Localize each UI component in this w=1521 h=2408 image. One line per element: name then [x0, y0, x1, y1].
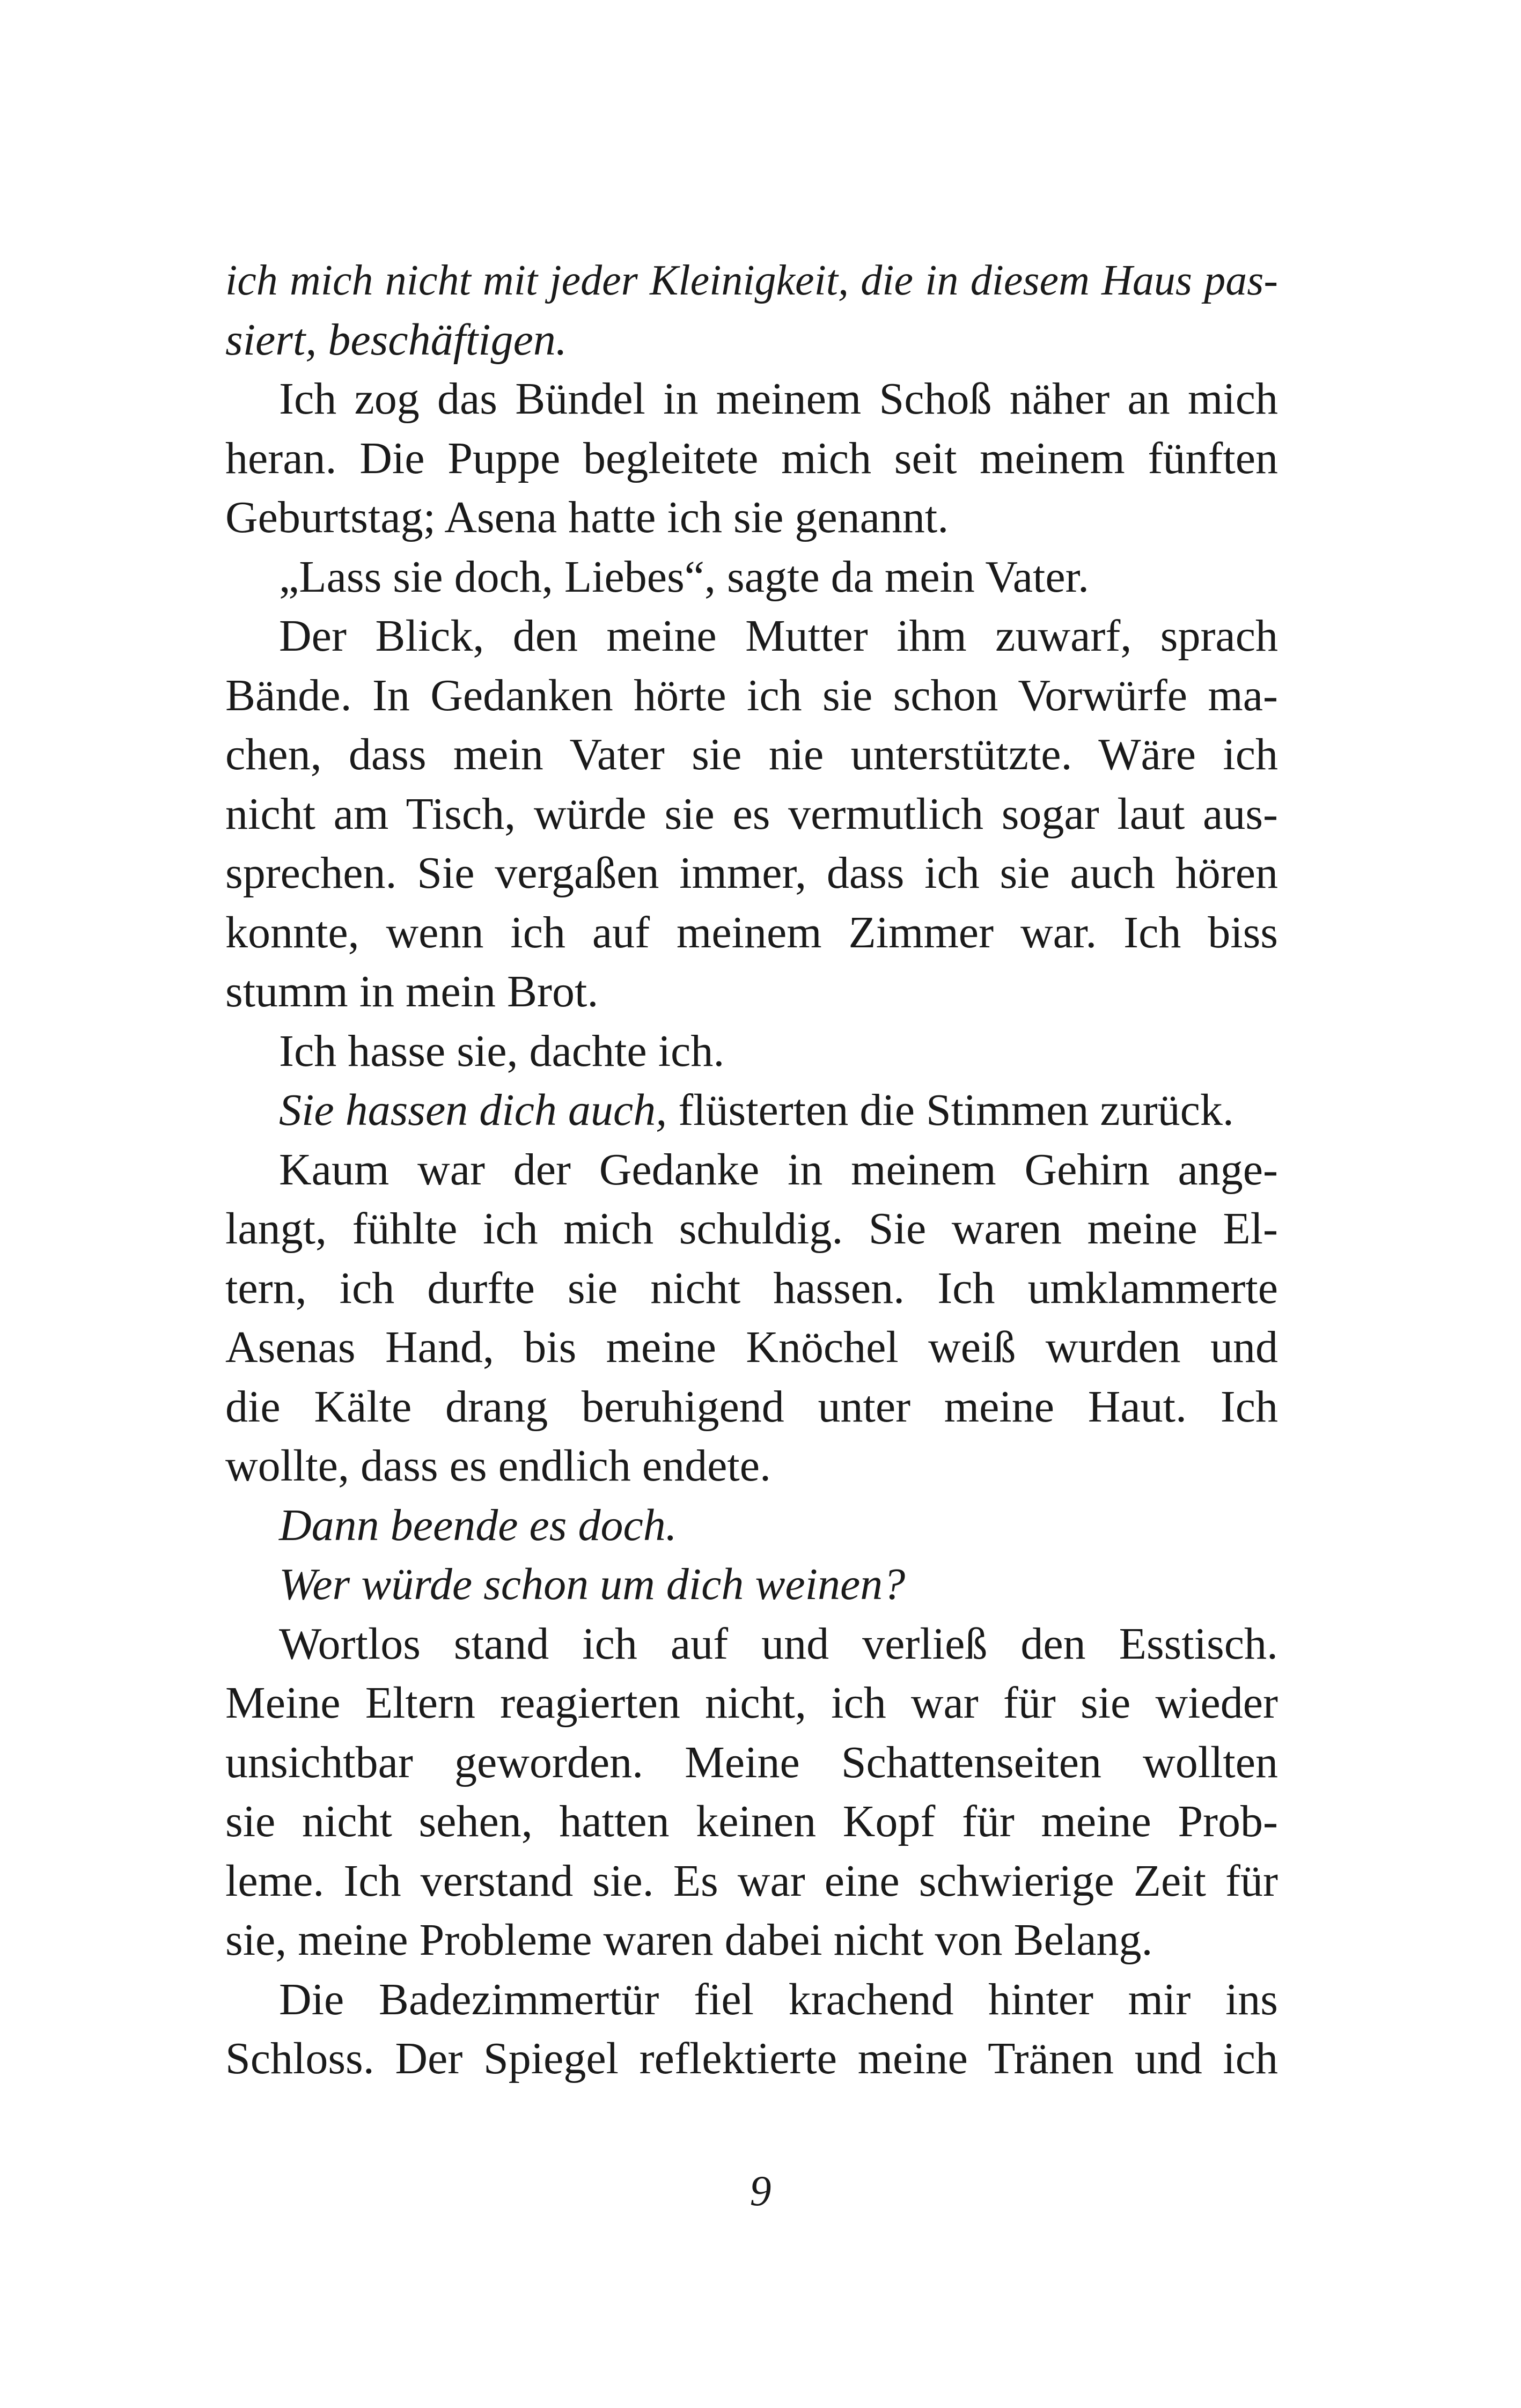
text-segment: Ich hasse sie, dachte ich.	[279, 1026, 725, 1076]
text-segment: heran. Die Puppe begleitete mich seit meinem fünften	[225, 433, 1278, 483]
text-line	[225, 251, 1278, 311]
text-line	[225, 1674, 1278, 1733]
italic-text-segment: Wer würde schon um dich weinen?	[279, 1559, 906, 1609]
text-segment: Asenas Hand, bis meine Knöchel weiß wurden und	[225, 1322, 1278, 1372]
text-segment: flüsterten die Stimmen zurück.	[667, 1085, 1234, 1135]
text-line	[225, 1852, 1278, 1911]
italic-text-segment: siert, beschäftigen.	[225, 314, 567, 365]
text-line	[225, 666, 1278, 726]
text-segment: „Lass sie doch, Liebes“, sagte da mein Vater.	[279, 551, 1089, 602]
text-line	[225, 903, 1278, 963]
italic-text-segment: Sie hassen dich auch,	[279, 1085, 667, 1135]
text-line	[225, 1022, 1278, 1081]
text-line	[225, 488, 1278, 548]
text-line	[225, 548, 1278, 607]
text-segment: chen, dass mein Vater sie nie unterstützte. Wäre ich	[225, 730, 1278, 779]
text-line	[225, 370, 1278, 429]
text-segment: Wortlos stand ich auf und verließ den Esstisch.	[279, 1618, 1278, 1669]
text-segment: Geburtstag; Asena hatte ich sie genannt.	[225, 492, 949, 542]
text-line	[225, 2029, 1278, 2089]
text-segment: leme. Ich verstand sie. Es war eine schwierige Zeit für	[225, 1855, 1278, 1906]
text-line	[225, 429, 1278, 489]
text-line	[225, 1615, 1278, 1674]
text-segment: unsichtbar geworden. Meine Schattenseiten wollten	[225, 1737, 1278, 1787]
text-line	[225, 1911, 1278, 1970]
text-segment: sie, meine Probleme waren dabei nicht von Belang.	[225, 1915, 1153, 1965]
text-line	[225, 725, 1278, 785]
text-segment: sie nicht sehen, hatten keinen Kopf für meine Prob-	[225, 1796, 1278, 1846]
text-line	[225, 1437, 1278, 1496]
text-line	[225, 1733, 1278, 1793]
text-line	[225, 607, 1278, 666]
text-segment: Die Badezimmertür fiel krachend hinter mir ins	[279, 1974, 1278, 2024]
text-line	[225, 844, 1278, 903]
italic-text-segment: ich mich nicht mit jeder Kleinigkeit, die in diesem Haus pas-	[225, 257, 1278, 304]
text-line	[225, 1199, 1278, 1259]
text-line	[225, 1555, 1278, 1615]
text-segment: wollte, dass es endlich endete.	[225, 1441, 771, 1491]
text-segment: Meine Eltern reagierten nicht, ich war für sie wieder	[225, 1678, 1278, 1728]
text-segment: konnte, wenn ich auf meinem Zimmer war. Ich biss	[225, 907, 1278, 958]
body-text	[225, 251, 1278, 2089]
text-segment: stumm in mein Brot.	[225, 967, 599, 1017]
text-segment: sprechen. Sie vergaßen immer, dass ich sie auch hören	[225, 848, 1278, 898]
text-segment: Ich zog das Bündel in meinem Schoß näher an mich	[279, 374, 1278, 424]
text-segment: Schloss. Der Spiegel reflektierte meine Tränen und ich	[225, 2034, 1278, 2083]
text-line	[225, 785, 1278, 844]
text-segment: nicht am Tisch, würde sie es vermutlich sogar laut aus-	[225, 789, 1278, 839]
text-segment: Der Blick, den meine Mutter ihm zuwarf, sprach	[279, 611, 1278, 661]
text-line	[225, 1081, 1278, 1140]
text-line	[225, 1792, 1278, 1852]
text-line	[225, 1970, 1278, 2030]
text-line	[225, 311, 1278, 370]
text-line	[225, 1259, 1278, 1319]
text-line	[225, 962, 1278, 1022]
text-line	[225, 1318, 1278, 1378]
text-segment: die Kälte drang beruhigend unter meine Haut. Ich	[225, 1381, 1278, 1432]
text-segment: langt, fühlte ich mich schuldig. Sie waren meine El-	[225, 1204, 1278, 1254]
page-number: 9	[750, 2168, 771, 2215]
text-segment: Kaum war der Gedanke in meinem Gehirn ange-	[279, 1144, 1278, 1195]
text-line	[225, 1378, 1278, 1437]
italic-text-segment: Dann beende es doch.	[279, 1500, 677, 1550]
text-segment: tern, ich durfte sie nicht hassen. Ich umklammerte	[225, 1263, 1278, 1313]
text-line	[225, 1496, 1278, 1556]
text-line	[225, 1140, 1278, 1200]
text-segment: Bände. In Gedanken hörte ich sie schon Vorwürfe ma-	[225, 670, 1278, 720]
